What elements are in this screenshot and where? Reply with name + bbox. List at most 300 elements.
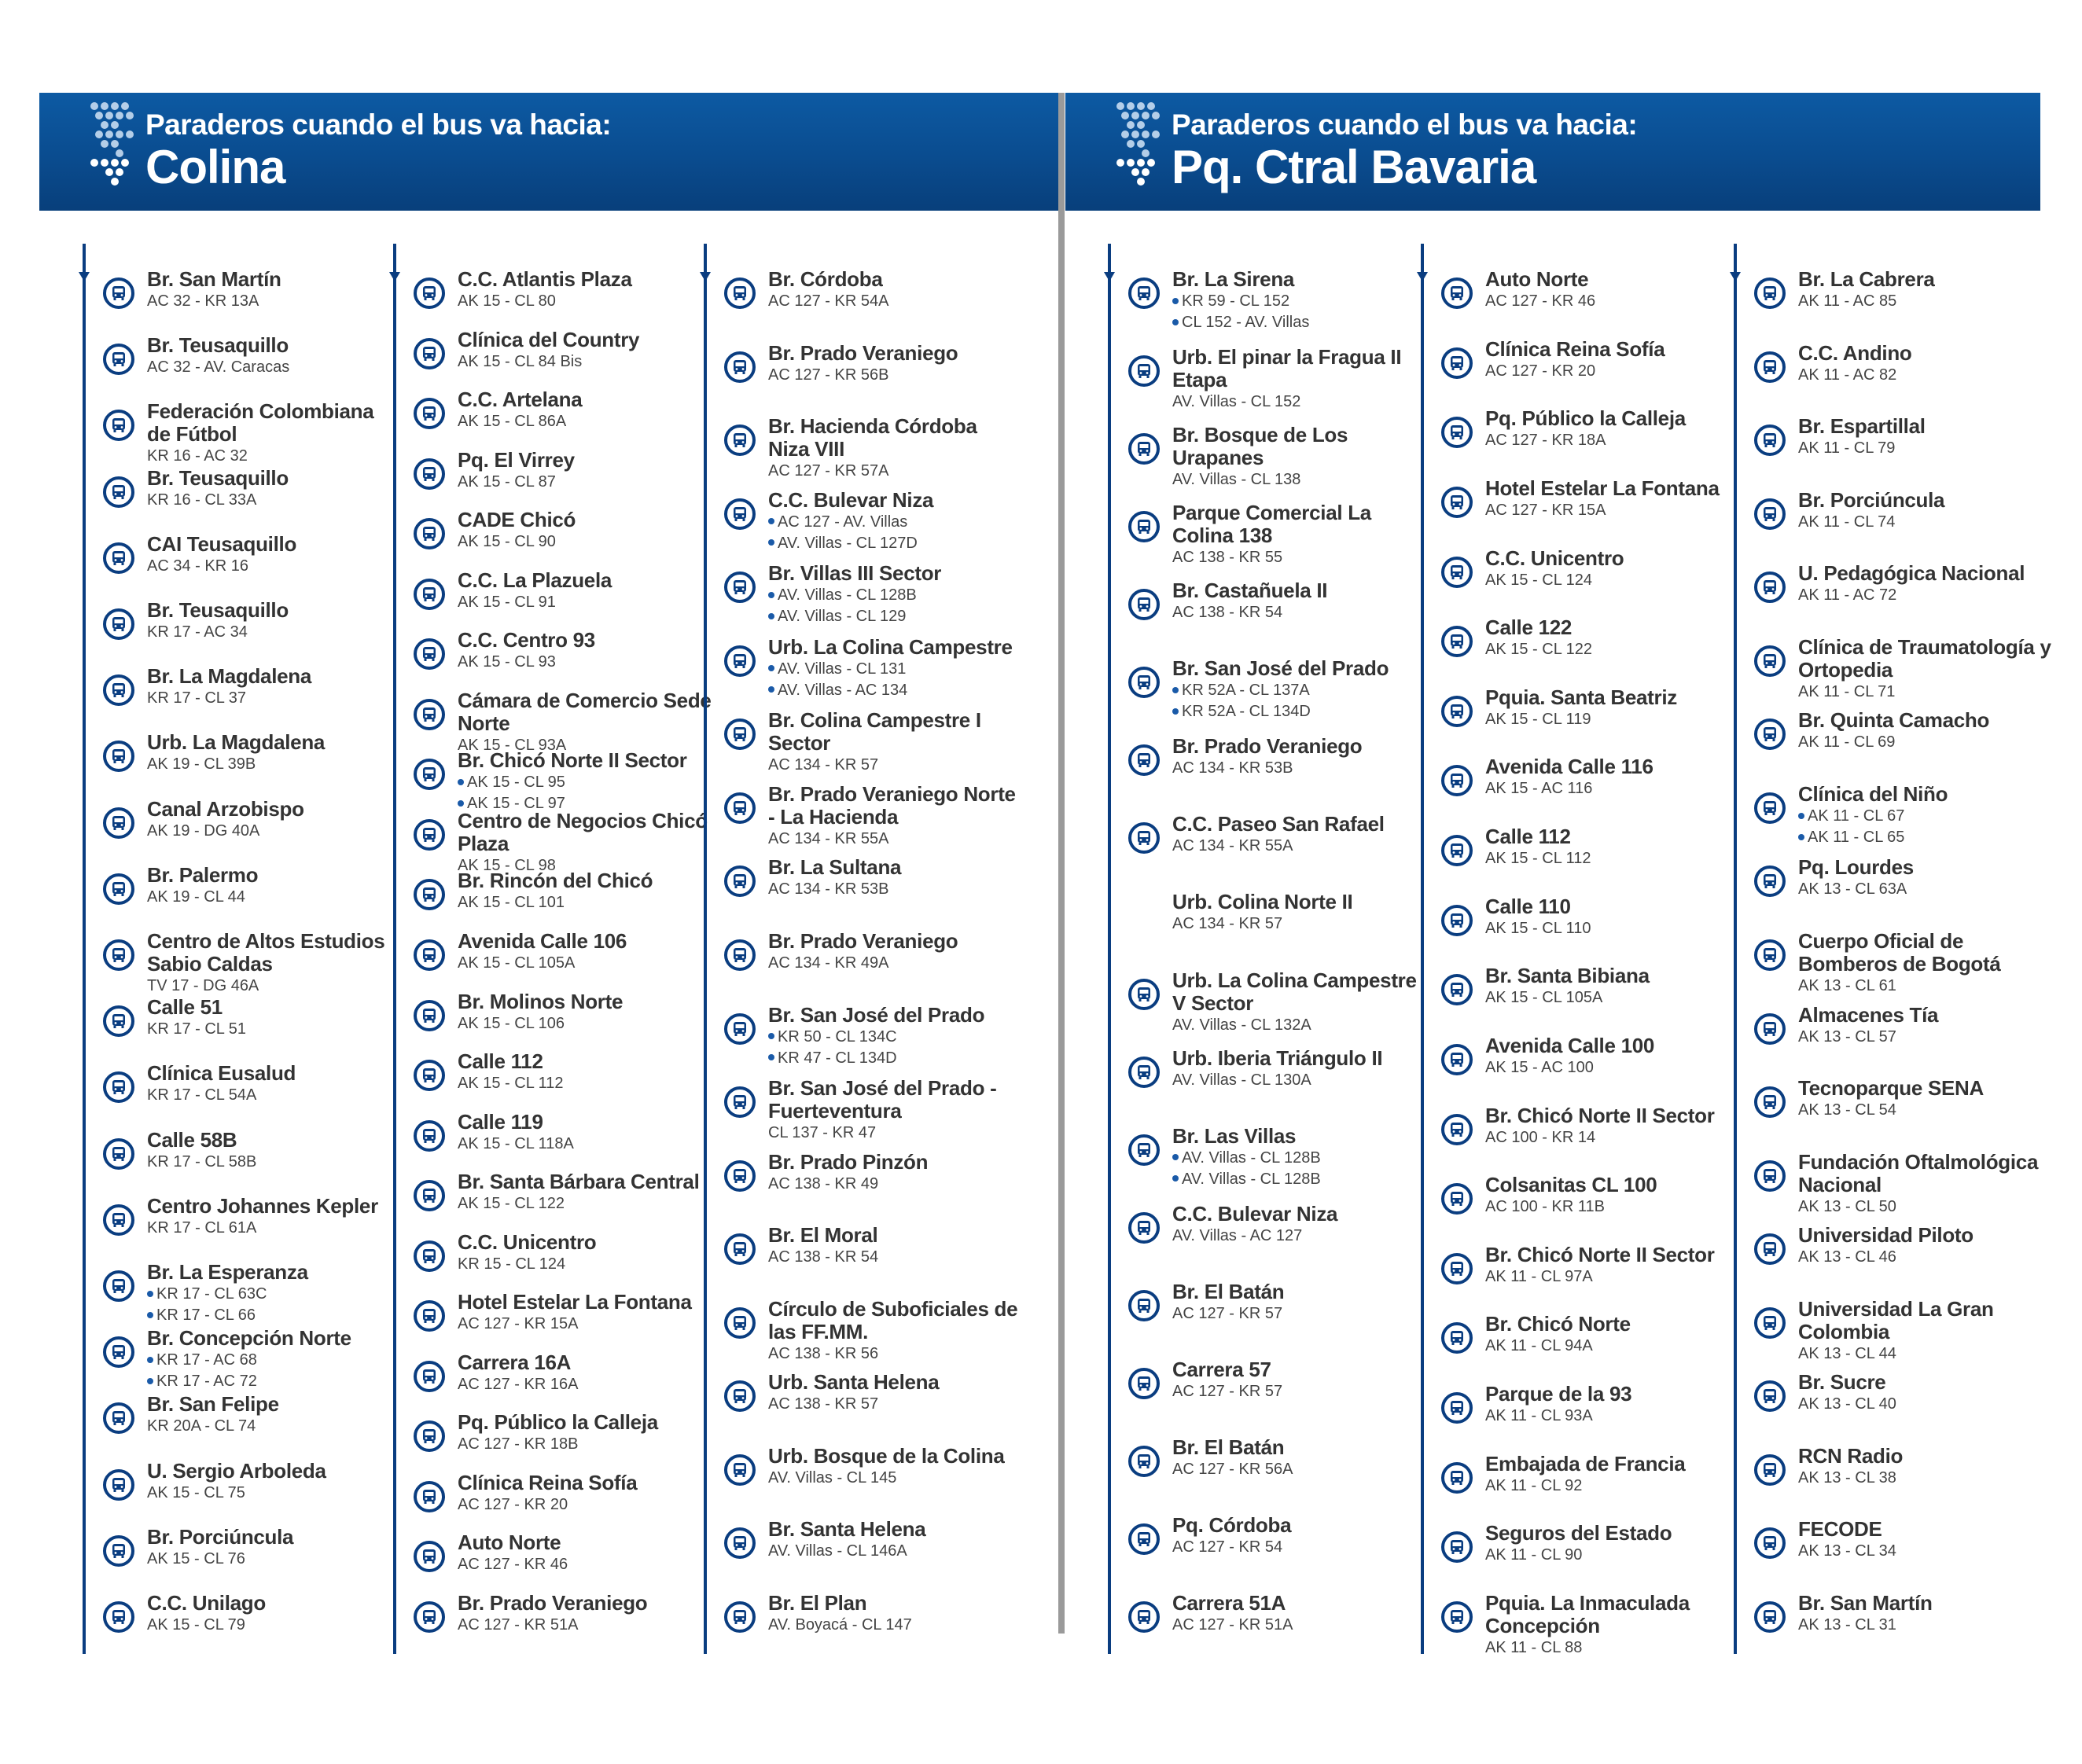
bus-icon xyxy=(103,608,134,640)
stop-name: Br. Porciúncula xyxy=(147,1524,294,1549)
stop-address: AV. Villas - CL 128B xyxy=(1172,1148,1427,1169)
stop-item xyxy=(1441,1244,1740,1288)
stop-item xyxy=(414,689,712,756)
bus-icon xyxy=(103,1138,134,1170)
bus-icon xyxy=(1441,1462,1473,1494)
bus-icon xyxy=(724,1307,756,1339)
stop-address: AK 15 - CL 87 xyxy=(458,472,556,491)
stop-item xyxy=(1128,1436,1427,1480)
stop-address: KR 17 - AC 68 xyxy=(147,1350,402,1371)
stop-address: AC 127 - KR 51A xyxy=(1172,1616,1293,1634)
stop-name: C.C. Bulevar Niza xyxy=(1172,1201,1338,1226)
stops-column-1 xyxy=(83,244,385,1654)
stop-name: Calle 119 xyxy=(458,1109,543,1134)
stop-address: KR 47 - CL 134D xyxy=(768,1048,1023,1069)
stop-address: AC 134 - KR 55A xyxy=(1172,837,1293,855)
stop-address: AK 15 - CL 97 xyxy=(458,793,712,814)
stop-name: Universidad Piloto xyxy=(1798,1223,1973,1248)
stop-address: AK 15 - CL 91 xyxy=(458,593,556,611)
stop-item xyxy=(1441,1522,1740,1566)
stop-address: AC 34 - KR 16 xyxy=(147,557,248,575)
stop-name: Urb. La Magdalena xyxy=(147,730,326,755)
stop-name: Almacenes Tía xyxy=(1798,1002,1939,1027)
stop-item xyxy=(1128,891,1427,935)
bus-icon xyxy=(1754,645,1786,677)
stop-item xyxy=(724,636,1023,701)
stop-address: AK 19 - CL 39B xyxy=(147,755,256,774)
stop-item xyxy=(414,1291,712,1335)
stop-item xyxy=(724,415,1023,482)
bus-icon xyxy=(1128,355,1160,387)
stop-name: C.C. Andino xyxy=(1798,340,1912,365)
stop-address: AV. Villas - CL 130A xyxy=(1172,1071,1311,1089)
stop-address: AC 138 - KR 55 xyxy=(1172,549,1283,567)
stop-address: AC 134 - KR 53B xyxy=(768,880,889,899)
stop-address: TV 17 - DG 46A xyxy=(147,977,259,994)
stop-address: AK 15 - CL 124 xyxy=(1485,571,1593,589)
stop-address: KR 16 - AC 32 xyxy=(147,447,248,465)
stop-address: AC 127 - KR 51A xyxy=(458,1616,579,1634)
stop-item xyxy=(1441,1104,1740,1148)
stop-address: AK 15 - CL 105A xyxy=(1485,989,1603,1007)
stop-address: AK 15 - CL 98 xyxy=(458,856,556,874)
stop-item xyxy=(414,1231,712,1275)
stop-item xyxy=(1754,856,2053,900)
stop-item xyxy=(414,1050,712,1094)
stop-name: Br. El Batán xyxy=(1172,1435,1285,1459)
bus-icon xyxy=(1441,487,1473,518)
stop-address: AC 32 - KR 13A xyxy=(147,292,259,310)
bus-icon xyxy=(1441,277,1473,309)
stop-address: KR 15 - CL 124 xyxy=(458,1255,566,1273)
bus-icon xyxy=(1128,822,1160,854)
down-arrow-icon xyxy=(76,244,92,283)
stop-item xyxy=(1128,1047,1427,1091)
stop-address: AC 138 - KR 49 xyxy=(768,1174,879,1193)
stop-address: AK 15 - CL 112 xyxy=(458,1075,564,1093)
bus-icon xyxy=(414,1361,445,1392)
stop-address: KR 17 - CL 51 xyxy=(147,1020,246,1038)
stop-item xyxy=(724,856,1023,900)
bus-icon xyxy=(724,1380,756,1412)
stop-item xyxy=(1441,1174,1740,1218)
bus-icon xyxy=(1128,511,1160,542)
bus-icon xyxy=(1754,1307,1786,1339)
stop-name: Urb. Iberia Triángulo II xyxy=(1172,1046,1383,1070)
stop-name: Br. Castañuela II xyxy=(1172,579,1328,603)
bus-icon xyxy=(414,458,445,490)
bus-icon xyxy=(414,1420,445,1452)
bus-icon xyxy=(1754,865,1786,897)
bus-icon xyxy=(1441,1322,1473,1354)
stop-address: CL 152 - AV. Villas xyxy=(1172,312,1427,333)
stop-name: Br. Santa Bibiana xyxy=(1485,964,1650,988)
stop-name: U. Pedagógica Nacional xyxy=(1798,561,2025,586)
stop-name: Br. Espartillal xyxy=(1798,414,1926,439)
stop-item xyxy=(724,489,1023,554)
stop-name: Br. Rincón del Chicó xyxy=(458,869,653,893)
stop-item xyxy=(1128,735,1427,779)
bus-icon xyxy=(1754,1380,1786,1412)
stop-name: C.C. Artelana xyxy=(458,388,583,412)
stop-name: Pq. Público la Calleja xyxy=(1485,406,1686,431)
stop-name: Calle 122 xyxy=(1485,616,1573,640)
stop-address: AK 15 - CL 122 xyxy=(1485,641,1593,659)
stop-item xyxy=(103,1327,402,1392)
stop-item xyxy=(414,569,712,613)
bus-icon xyxy=(103,1270,134,1302)
stop-item xyxy=(103,864,402,908)
dot-logo-icon xyxy=(90,102,134,190)
stop-name: CADE Chicó xyxy=(458,508,576,532)
bus-icon xyxy=(414,638,445,670)
bus-icon xyxy=(1754,571,1786,603)
bus-icon xyxy=(724,1160,756,1192)
stop-address: AC 127 - KR 20 xyxy=(1485,362,1596,380)
header-destination: Pq. Ctral Bavaria xyxy=(1172,141,1536,193)
stop-name: C.C. Bulevar Niza xyxy=(768,487,934,512)
stop-item xyxy=(1128,268,1427,333)
stop-name: Br. Porciúncula xyxy=(1798,487,1945,512)
stops-column-3 xyxy=(1734,244,2051,1654)
stop-address: AC 134 - KR 57 xyxy=(768,756,879,774)
bus-icon xyxy=(103,1336,134,1368)
stop-address: AK 15 - CL 118A xyxy=(458,1134,574,1152)
stop-item xyxy=(1128,502,1427,568)
bus-icon xyxy=(1754,792,1786,824)
stop-item xyxy=(414,1170,712,1215)
stop-address: AC 127 - KR 20 xyxy=(458,1495,568,1513)
bus-icon xyxy=(1441,557,1473,588)
stop-item xyxy=(1441,825,1740,869)
bus-icon xyxy=(1754,718,1786,750)
stop-name: U. Sergio Arboleda xyxy=(147,1458,326,1483)
stop-address: CL 137 - KR 47 xyxy=(768,1124,877,1142)
stop-item xyxy=(724,1518,1023,1562)
stop-name: Br. Prado Veraniego xyxy=(1172,734,1363,759)
stop-address: KR 52A - CL 137A xyxy=(1172,680,1427,701)
stop-item xyxy=(1128,1281,1427,1325)
stop-address: AK 15 - CL 86A xyxy=(458,413,567,431)
stop-item xyxy=(724,1445,1023,1489)
stop-item xyxy=(1128,969,1427,1036)
bus-icon xyxy=(724,424,756,456)
stop-name: Pq. El Virrey xyxy=(458,447,575,472)
stop-address: KR 52A - CL 134D xyxy=(1172,701,1427,722)
stop-item xyxy=(414,329,712,373)
stop-address: AC 138 - KR 54 xyxy=(768,1248,879,1266)
stop-item xyxy=(1128,813,1427,857)
stop-item xyxy=(1754,636,2053,703)
stop-item xyxy=(1754,1077,2053,1121)
stop-item xyxy=(414,1531,712,1575)
stop-item xyxy=(1441,616,1740,660)
bus-icon xyxy=(1441,417,1473,448)
stop-item xyxy=(103,334,402,378)
stop-name: Br. El Plan xyxy=(768,1591,867,1615)
stop-address: KR 17 - AC 34 xyxy=(147,623,248,641)
stop-address: AK 11 - CL 79 xyxy=(1798,439,1896,458)
stop-address: AV. Villas - CL 128B xyxy=(768,585,1023,606)
stop-item xyxy=(1441,268,1740,312)
bus-icon xyxy=(724,1527,756,1559)
stop-name: Pq. Público la Calleja xyxy=(458,1410,658,1435)
bus-icon xyxy=(103,542,134,574)
bus-icon xyxy=(724,718,756,750)
bus-icon xyxy=(414,1000,445,1031)
stop-name: Br. Molinos Norte xyxy=(458,989,623,1013)
stop-name: Br. San José del Prado xyxy=(1172,656,1389,681)
stop-name: Cámara de Comercio Sede Norte xyxy=(458,688,712,735)
stop-item xyxy=(724,1592,1023,1636)
stop-item xyxy=(1128,1514,1427,1558)
bus-icon xyxy=(103,1005,134,1037)
stop-item xyxy=(1441,1035,1740,1079)
stop-item xyxy=(414,1592,712,1636)
stop-name: Colsanitas CL 100 xyxy=(1485,1173,1657,1197)
bus-icon xyxy=(724,939,756,971)
bus-icon xyxy=(1441,765,1473,796)
stop-item xyxy=(1441,547,1740,591)
bus-icon xyxy=(1441,835,1473,866)
stop-name: Br. Palermo xyxy=(147,862,259,887)
stop-address: AC 138 - KR 54 xyxy=(1172,604,1283,622)
stop-address: KR 59 - CL 152 xyxy=(1172,291,1427,312)
stop-address: AK 13 - CL 44 xyxy=(1798,1344,1896,1362)
bus-icon xyxy=(1128,589,1160,620)
stop-name: Br. Chicó Norte II Sector xyxy=(1485,1242,1715,1266)
stop-address: AK 15 - CL 122 xyxy=(458,1195,565,1213)
stop-item xyxy=(1128,1203,1427,1247)
stop-address: AK 13 - CL 54 xyxy=(1798,1101,1896,1119)
stop-name: Calle 110 xyxy=(1485,894,1571,918)
stop-item xyxy=(1441,338,1740,382)
stop-address: AC 127 - KR 46 xyxy=(458,1556,568,1574)
stop-item xyxy=(724,709,1023,776)
stop-name: Br. Santa Helena xyxy=(768,1517,926,1542)
stop-item xyxy=(414,268,712,312)
stop-address: AK 11 - CL 74 xyxy=(1798,513,1896,531)
bus-icon xyxy=(1441,347,1473,379)
stop-item xyxy=(1754,783,2053,848)
stop-name: Br. La Magdalena xyxy=(147,664,312,689)
bus-icon xyxy=(1754,1160,1786,1192)
stop-address: AC 127 - KR 18B xyxy=(458,1435,579,1453)
stop-name: Br. San Martín xyxy=(147,267,281,291)
bus-icon xyxy=(1128,1601,1160,1633)
stop-item xyxy=(414,1111,712,1155)
stop-item xyxy=(1754,562,2053,606)
bus-icon xyxy=(1128,1057,1160,1088)
stop-address: AV. Villas - CL 152 xyxy=(1172,393,1301,411)
stop-address: AK 11 - CL 93A xyxy=(1485,1407,1593,1425)
stop-item xyxy=(414,388,712,432)
stop-name: Br. Prado Veraniego xyxy=(458,1591,648,1615)
bus-icon xyxy=(103,277,134,309)
stop-address: AC 100 - KR 11B xyxy=(1485,1198,1605,1216)
stop-address: AC 127 - KR 46 xyxy=(1485,292,1596,310)
stop-name: Br. Villas III Sector xyxy=(768,561,942,586)
header-title: Paraderos cuando el bus va hacia: xyxy=(1172,108,1638,141)
stop-address: AV. Boyacá - CL 147 xyxy=(768,1616,912,1634)
stop-address: KR 17 - CL 61A xyxy=(147,1218,257,1237)
stop-item xyxy=(414,1351,712,1395)
stop-address: AC 138 - KR 57 xyxy=(768,1395,879,1413)
stop-name: Br. Prado Veraniego xyxy=(768,929,958,953)
bus-icon xyxy=(414,338,445,369)
bus-icon xyxy=(103,1469,134,1501)
stop-address: AK 15 - CL 101 xyxy=(458,894,565,912)
header-destination: Colina xyxy=(145,141,285,193)
stop-name: Br. Prado Pinzón xyxy=(768,1149,929,1174)
bus-icon xyxy=(414,759,445,790)
stop-name: Br. Córdoba xyxy=(768,267,883,291)
bus-icon xyxy=(1754,277,1786,309)
stop-item xyxy=(1754,1298,2053,1365)
stop-item xyxy=(1128,424,1427,491)
stop-name: Br. El Moral xyxy=(768,1223,878,1248)
bus-icon xyxy=(1754,1233,1786,1265)
stop-name: Auto Norte xyxy=(1485,267,1589,291)
stop-name: Centro de Negocios Chicó Plaza xyxy=(458,808,708,855)
stop-item xyxy=(1441,407,1740,451)
stop-item xyxy=(724,1004,1023,1069)
stop-item xyxy=(1754,415,2053,459)
stop-name: Fundación Oftalmológica Nacional xyxy=(1798,1149,2039,1196)
bus-icon xyxy=(1128,1212,1160,1244)
stop-name: Círculo de Suboficiales de las FF.MM. xyxy=(768,1296,1018,1343)
stop-name: C.C. Paseo San Rafael xyxy=(1172,812,1385,836)
bus-icon xyxy=(724,792,756,824)
stop-address: AK 15 - CL 93 xyxy=(458,653,556,671)
stop-address: AC 100 - KR 14 xyxy=(1485,1128,1596,1146)
stop-address: AC 127 - KR 15A xyxy=(458,1315,579,1333)
stop-item xyxy=(103,1526,402,1570)
bus-icon xyxy=(414,1541,445,1572)
stop-address: AK 11 - CL 92 xyxy=(1485,1476,1583,1494)
stop-name: Centro de Altos Estudios Sabio Caldas xyxy=(147,929,385,976)
stop-address: AV. Villas - CL 127D xyxy=(768,533,1023,554)
stop-name: Br. La Cabrera xyxy=(1798,267,1935,291)
bus-icon xyxy=(414,518,445,549)
stop-item xyxy=(724,1371,1023,1415)
stop-item xyxy=(103,1460,402,1504)
bus-icon xyxy=(1441,1601,1473,1633)
stop-item xyxy=(724,268,1023,312)
stop-item xyxy=(1754,1592,2053,1636)
bus-icon xyxy=(103,410,134,441)
stop-item xyxy=(724,1151,1023,1195)
bus-icon xyxy=(414,1481,445,1512)
stop-name: Centro Johannes Kepler xyxy=(147,1193,378,1218)
bus-icon xyxy=(414,277,445,309)
stop-name: Br. Chicó Norte xyxy=(1485,1312,1631,1336)
stop-item xyxy=(103,1261,402,1326)
stop-address: AC 127 - KR 18A xyxy=(1485,432,1606,450)
stop-item xyxy=(103,1062,402,1106)
stop-address: AK 11 - CL 67 xyxy=(1798,806,2053,827)
stop-name: Tecnoparque SENA xyxy=(1798,1076,1984,1101)
stop-name: Br. San José del Prado - Fuerteventura xyxy=(768,1076,997,1123)
stop-name: Br. Las Villas xyxy=(1172,1123,1297,1148)
bus-icon xyxy=(1441,974,1473,1005)
stop-address: AK 15 - CL 75 xyxy=(147,1483,245,1501)
stop-item xyxy=(414,1411,712,1455)
stop-address: AV. Villas - CL 129 xyxy=(768,606,1023,627)
bus-icon xyxy=(414,1601,445,1633)
stop-name: Calle 112 xyxy=(1485,825,1571,849)
bus-icon xyxy=(103,873,134,905)
bus-icon xyxy=(1128,1290,1160,1321)
dot-logo-icon xyxy=(1116,102,1161,190)
stop-address: AV. Villas - CL 145 xyxy=(768,1468,897,1487)
stop-item xyxy=(103,533,402,577)
stop-address: AK 11 - AC 72 xyxy=(1798,586,1897,605)
stop-item xyxy=(1754,1151,2053,1218)
stop-item xyxy=(103,1129,402,1173)
stop-address: AC 127 - KR 16A xyxy=(458,1375,579,1393)
stop-name: Canal Arzobispo xyxy=(147,796,304,821)
header-title: Paraderos cuando el bus va hacia: xyxy=(145,108,612,141)
bus-icon xyxy=(1441,1253,1473,1284)
bus-icon xyxy=(1754,1454,1786,1486)
stop-item xyxy=(1754,1371,2053,1415)
stop-address: AC 32 - AV. Caracas xyxy=(147,358,290,377)
stop-address: AK 11 - AC 85 xyxy=(1798,292,1897,310)
stop-name: Avenida Calle 106 xyxy=(458,929,627,953)
stop-name: Br. Concepción Norte xyxy=(147,1326,351,1351)
bus-icon xyxy=(724,1086,756,1118)
stop-name: Urb. Santa Helena xyxy=(768,1370,940,1395)
bus-icon xyxy=(103,1535,134,1567)
bus-icon xyxy=(103,1402,134,1434)
bus-icon xyxy=(1128,277,1160,309)
stop-item xyxy=(1128,346,1427,413)
stop-address: KR 17 - CL 54A xyxy=(147,1086,257,1104)
stop-name: Urb. Bosque de la Colina xyxy=(768,1443,1005,1468)
stop-address: AV. Villas - AC 127 xyxy=(1172,1226,1303,1244)
stop-item xyxy=(103,665,402,709)
stop-item xyxy=(1441,1313,1740,1357)
stop-name: Urb. La Colina Campestre V Sector xyxy=(1172,968,1417,1015)
stop-item xyxy=(1754,1445,2053,1489)
stop-item xyxy=(103,1195,402,1239)
stop-item xyxy=(1754,1518,2053,1562)
stop-address: AV. Villas - AC 134 xyxy=(768,680,1023,701)
stop-item xyxy=(1128,1592,1427,1636)
stop-item xyxy=(414,1472,712,1516)
panel-divider xyxy=(1058,93,1065,1634)
stop-address: AK 13 - CL 50 xyxy=(1798,1197,1896,1215)
stop-item xyxy=(724,562,1023,627)
stop-name: RCN Radio xyxy=(1798,1443,1904,1468)
stop-item xyxy=(1441,686,1740,730)
bus-icon xyxy=(724,1233,756,1265)
bus-icon xyxy=(414,819,445,851)
bus-icon xyxy=(414,939,445,971)
bus-icon xyxy=(724,1454,756,1486)
stop-address: KR 17 - CL 66 xyxy=(147,1305,402,1326)
stop-item xyxy=(414,930,712,974)
bus-icon xyxy=(724,1013,756,1045)
stops-column-2 xyxy=(393,244,712,1654)
stop-item xyxy=(414,869,712,913)
stop-name: Br. Teusaquillo xyxy=(147,465,289,490)
stop-name: Pq. Córdoba xyxy=(1172,1512,1292,1537)
stop-item xyxy=(1128,657,1427,722)
stop-item xyxy=(103,467,402,511)
stop-address: AK 11 - CL 94A xyxy=(1485,1337,1593,1355)
